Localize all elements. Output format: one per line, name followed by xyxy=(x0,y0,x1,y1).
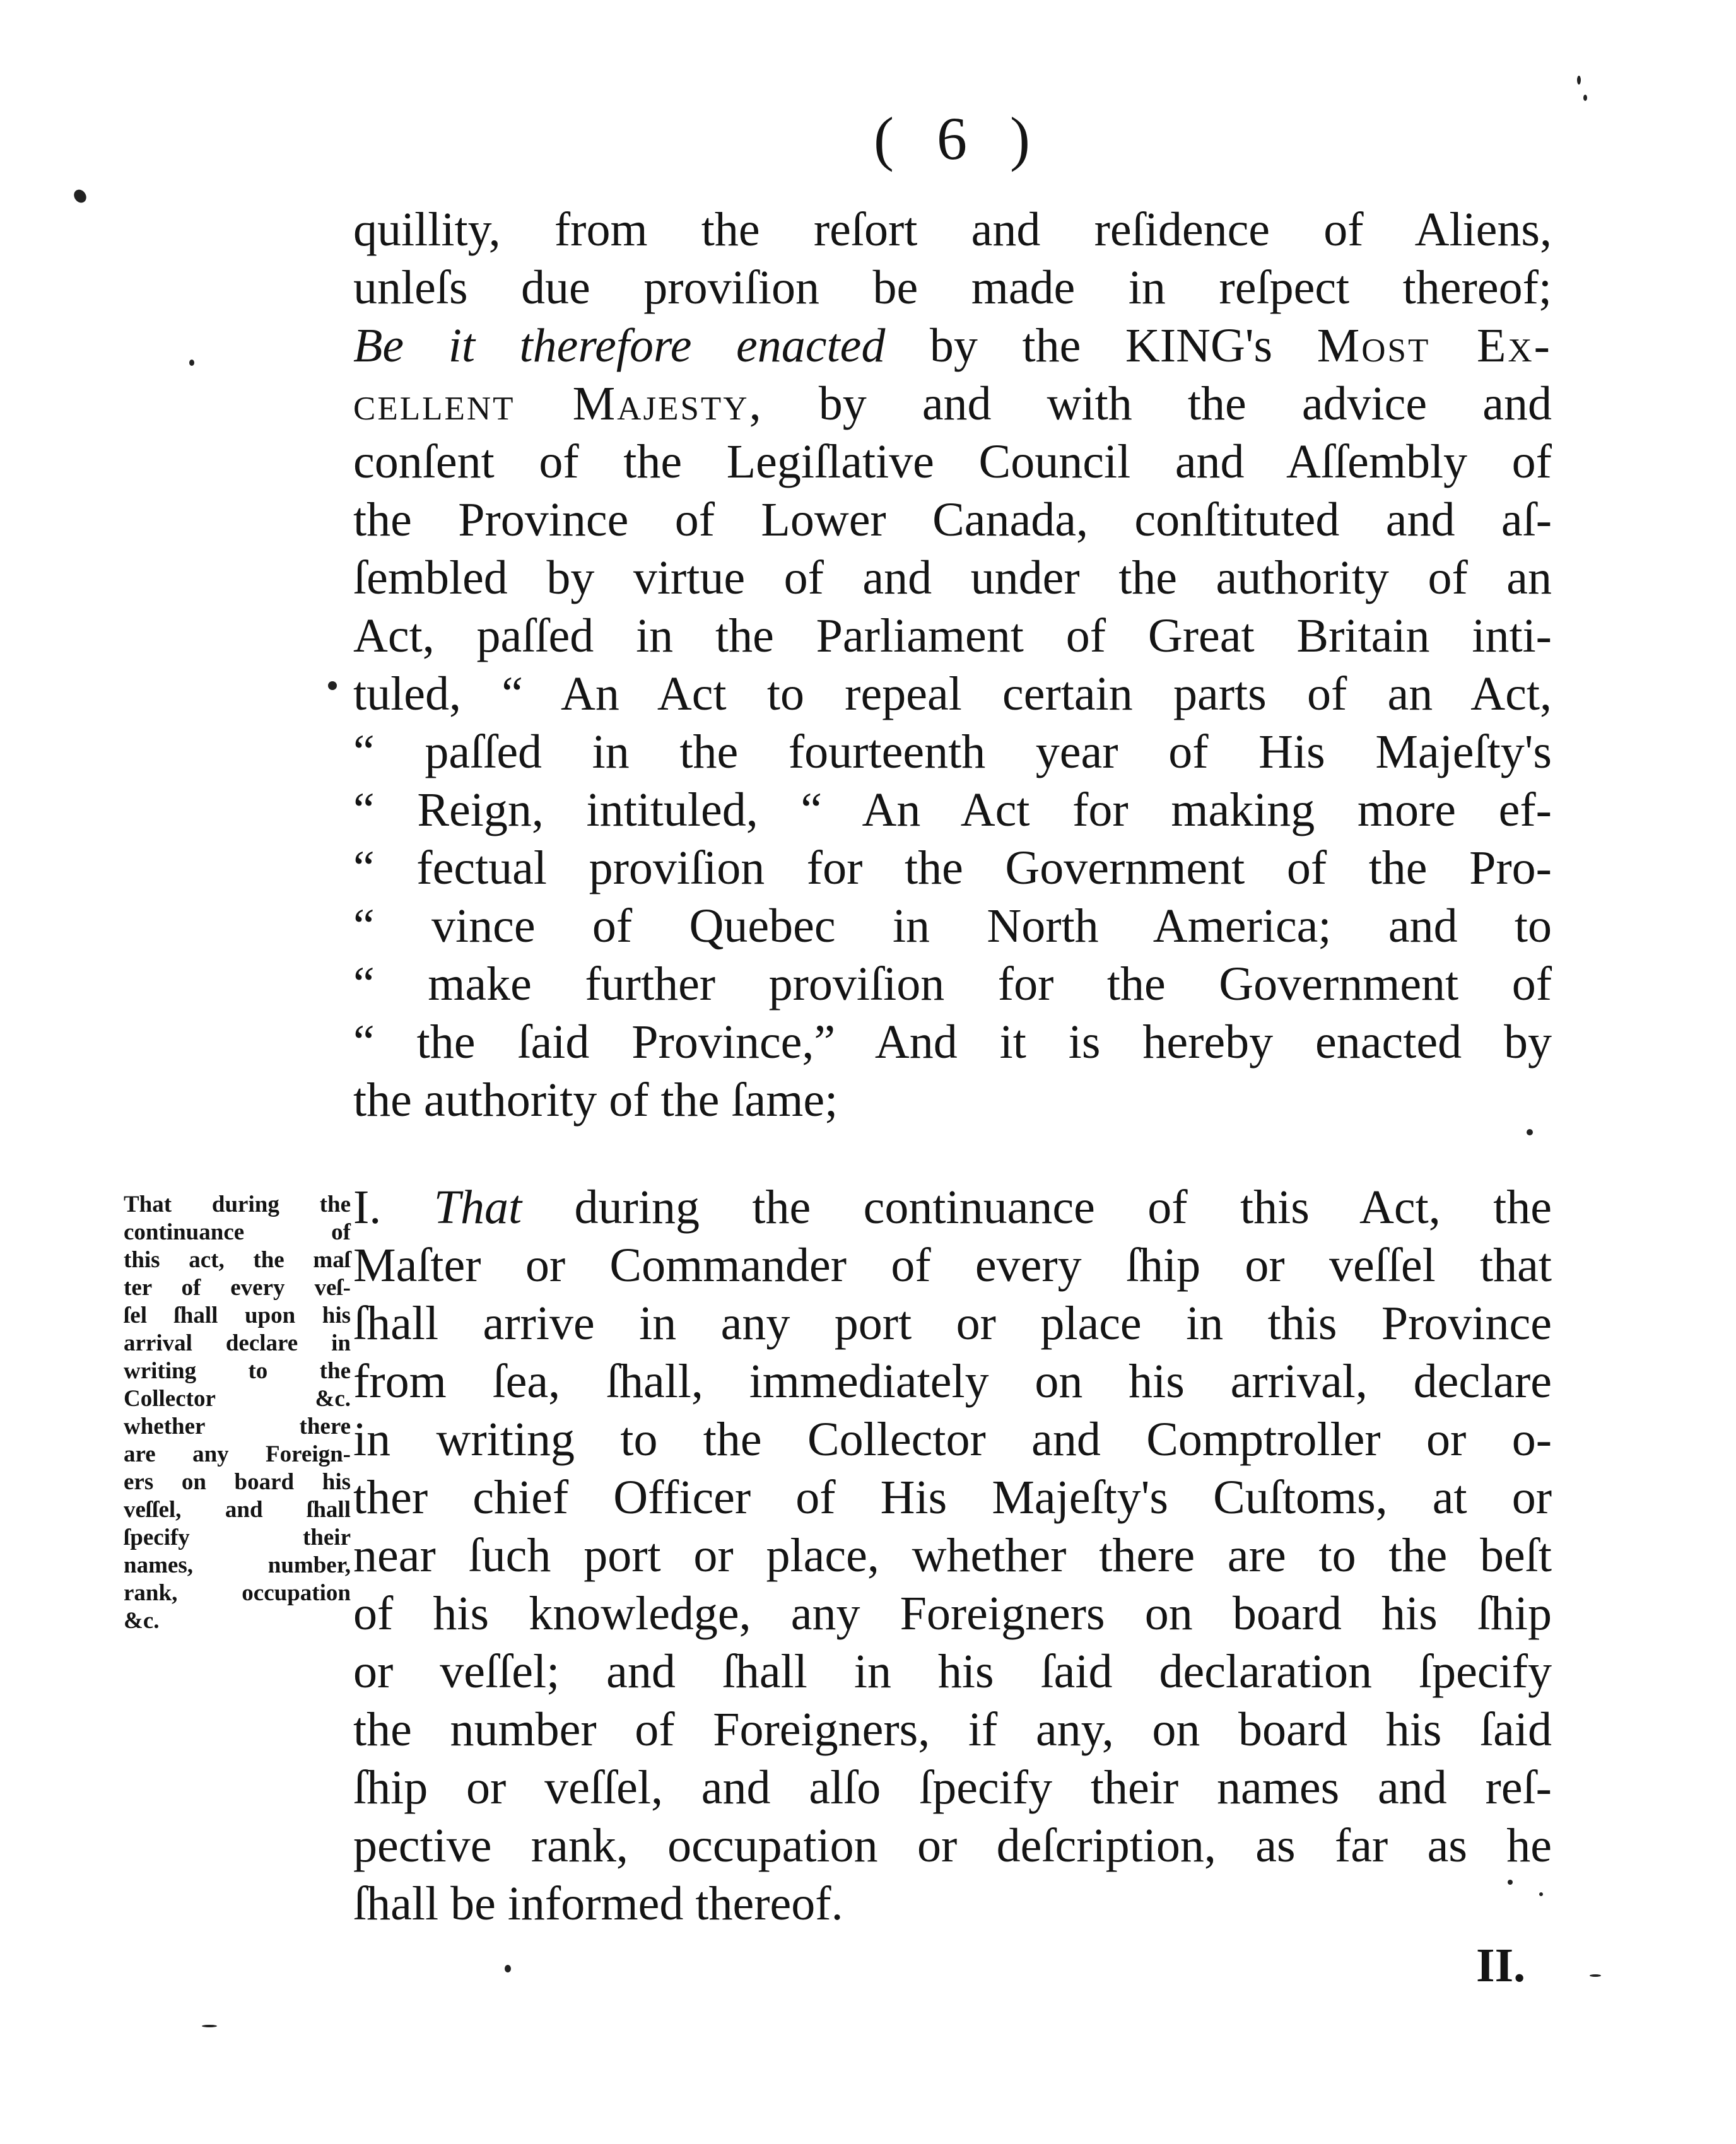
text-line: from ſea, ſhall, immediately on his arrival, declare xyxy=(353,1355,1552,1408)
scan-speck xyxy=(328,681,337,690)
marginal-line: That during the xyxy=(124,1192,351,1217)
enacting-words: Be it therefore enacted xyxy=(353,319,886,372)
section-numeral: I. xyxy=(353,1181,434,1234)
text-line: of his knowledge, any Foreigners on board his ſhip xyxy=(353,1587,1552,1640)
marginal-line: writing to the xyxy=(124,1358,351,1384)
text-line: “ paſſed in the fourteenth year of His Majeſty's xyxy=(353,725,1552,778)
marginal-note xyxy=(124,1191,351,1635)
italic-word: That xyxy=(433,1181,522,1234)
text-line: tuled, “ An Act to repeal certain parts of an Act, xyxy=(353,667,1552,720)
scan-speck xyxy=(71,187,88,205)
text-line xyxy=(353,375,1552,433)
marginal-line: ter of every veſ- xyxy=(124,1275,351,1301)
scan-speck xyxy=(1508,1880,1513,1885)
scan-speck xyxy=(505,1965,511,1972)
text-line: near ſuch port or place, whether there are to the beſt xyxy=(353,1529,1552,1582)
text-fragment: during the continuance of this Act, the xyxy=(522,1181,1552,1234)
marginal-line: ſpecify their xyxy=(124,1525,351,1550)
text-line xyxy=(353,317,1552,375)
text-line: quillity, from the reſort and reſidence of Aliens, xyxy=(353,203,1552,256)
marginal-line: &c. xyxy=(124,1608,160,1634)
text-line: “ make further proviſion for the Government of xyxy=(353,958,1552,1010)
scan-speck xyxy=(1583,95,1587,101)
text-line: ſembled by virtue of and under the authority of an xyxy=(353,551,1552,604)
scan-speck xyxy=(1590,1974,1601,1977)
scan-speck xyxy=(1527,1129,1533,1135)
catchword: II. xyxy=(1476,1939,1526,1992)
text-line: “ fectual proviſion for the Government of the Pro- xyxy=(353,841,1552,894)
marginal-line: continuance of xyxy=(124,1219,351,1245)
text-line: ſhall arrive in any port or place in this Province xyxy=(353,1297,1552,1350)
marginal-line: Collector &c. xyxy=(124,1386,351,1412)
marginal-line: ſel ſhall upon his xyxy=(124,1303,351,1328)
scan-speck xyxy=(202,2025,217,2027)
text-line: the Province of Lower Canada, conſtituted and aſ- xyxy=(353,493,1552,546)
scan-speck xyxy=(189,360,194,366)
scan-speck xyxy=(1577,76,1581,85)
text-line: or veſſel; and ſhall in his ſaid declaration ſpecify xyxy=(353,1645,1552,1698)
text-line: “ Reign, intituled, “ An Act for making more ef- xyxy=(353,783,1552,836)
text-line: Act, paſſed in the Parliament of Great Britain inti- xyxy=(353,609,1552,662)
marginal-line: arrival declare in xyxy=(124,1330,351,1356)
text-line: the number of Foreigners, if any, on board his ſaid xyxy=(353,1703,1552,1756)
text-line: “ the ſaid Province,” And it is hereby enacted by xyxy=(353,1016,1552,1069)
text-line: the authority of the ſame; xyxy=(353,1074,838,1127)
text-line: conſent of the Legiſlative Council and Aſſembly of xyxy=(353,435,1552,488)
small-caps-text: cellent Majesty, xyxy=(353,377,763,430)
text-line: ſhall be informed thereof. xyxy=(353,1877,843,1930)
marginal-line: whether there xyxy=(124,1414,351,1439)
text-line: ſhip or veſſel, and alſo ſpecify their names and reſ- xyxy=(353,1761,1552,1814)
marginal-line: names, number, xyxy=(124,1552,351,1578)
marginal-line: this act, the maſ xyxy=(124,1247,351,1273)
marginal-line: veſſel, and ſhall xyxy=(124,1497,351,1523)
text-line: in writing to the Collector and Comptroller or o- xyxy=(353,1413,1552,1466)
text-fragment: by and with the advice and xyxy=(763,377,1552,430)
page-number: ( 6 ) xyxy=(874,105,1044,172)
text-line xyxy=(353,1178,1552,1236)
marginal-line: ers on board his xyxy=(124,1469,351,1495)
text-line: Maſter or Commander of every ſhip or veſſel that xyxy=(353,1239,1552,1292)
small-caps-text: Most Ex- xyxy=(1317,319,1552,372)
text-line: ther chief Officer of His Majeſty's Cuſtoms, at or xyxy=(353,1471,1552,1524)
text-fragment: by the KING's xyxy=(885,319,1317,372)
text-line: “ vince of Quebec in North America; and to xyxy=(353,899,1552,952)
text-line: pective rank, occupation or deſcription, as far as he xyxy=(353,1819,1552,1872)
marginal-line: are any Foreign- xyxy=(124,1441,351,1467)
marginal-line: rank, occupation xyxy=(124,1580,351,1606)
section-one-paragraph xyxy=(353,1178,1552,1933)
text-line: unleſs due proviſion be made in reſpect thereof; xyxy=(353,261,1552,314)
preamble-paragraph xyxy=(353,201,1552,1129)
scan-speck xyxy=(1539,1892,1543,1896)
